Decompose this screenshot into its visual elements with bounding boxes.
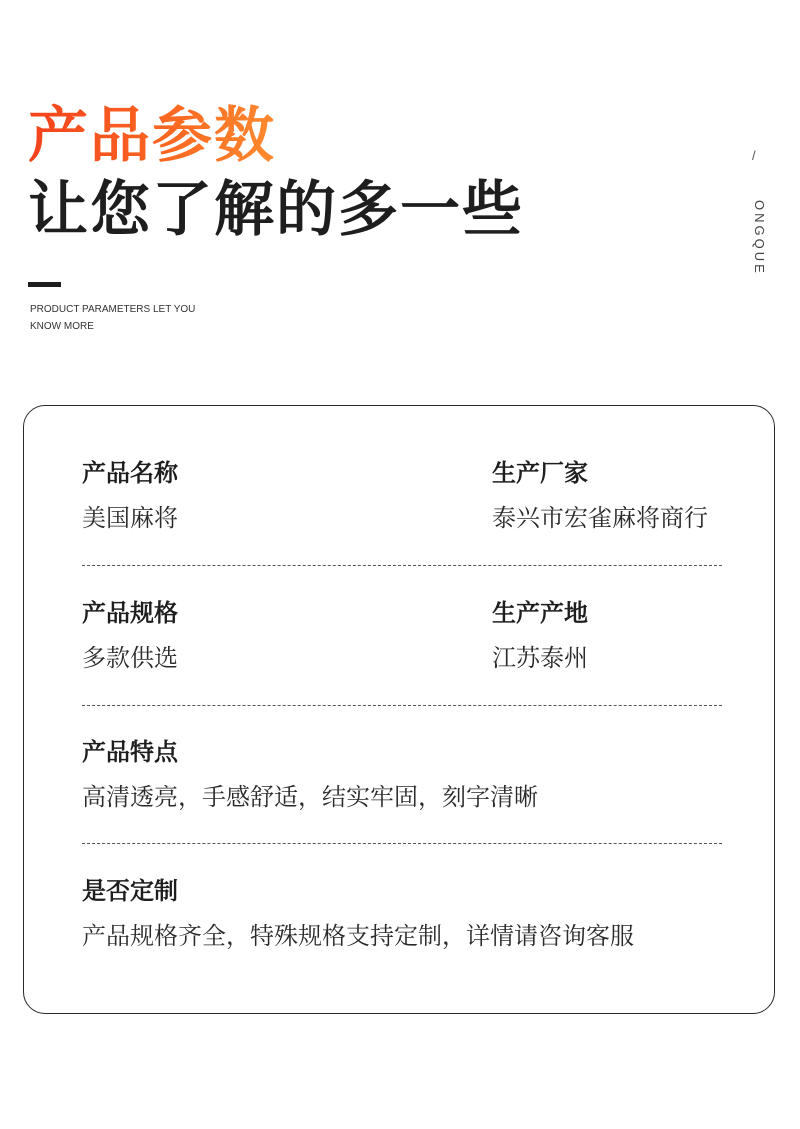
dashed-divider [82,843,722,844]
param-customization [82,876,634,951]
param-value: 泰兴市宏雀麻将商行 [492,504,708,532]
param-product-spec [82,598,178,673]
title-underline-bar [28,282,61,287]
param-origin [492,598,588,673]
param-value: 美国麻将 [82,504,178,532]
dashed-divider [82,565,722,566]
dashed-divider [82,705,722,706]
param-value: 高清透亮，手感舒适，结实牢固，刻字清晰 [82,783,538,811]
section-title-highlight: 产品参数 [28,101,276,171]
param-value: 江苏泰州 [492,644,588,672]
param-label: 产品名称 [82,459,178,487]
param-value: 产品规格齐全，特殊规格支持定制，详情请咨询客服 [82,922,634,950]
param-manufacturer [492,458,708,533]
param-label: 产品特点 [82,738,178,766]
section-subtitle-english: PRODUCT PARAMETERS LET YOU KNOW MORE [30,304,196,332]
param-label: 生产厂家 [492,459,588,487]
param-label: 生产产地 [492,599,588,627]
param-features [82,737,538,812]
param-label: 产品规格 [82,599,178,627]
param-value: 多款供选 [82,644,178,672]
section-title: 让您了解的多一些 [28,175,524,245]
param-product-name [82,458,178,533]
side-slash-mark: / [752,148,756,163]
parameters-card [23,405,775,1014]
side-brand-text: ONGQUE [752,200,767,276]
param-label: 是否定制 [82,877,178,905]
